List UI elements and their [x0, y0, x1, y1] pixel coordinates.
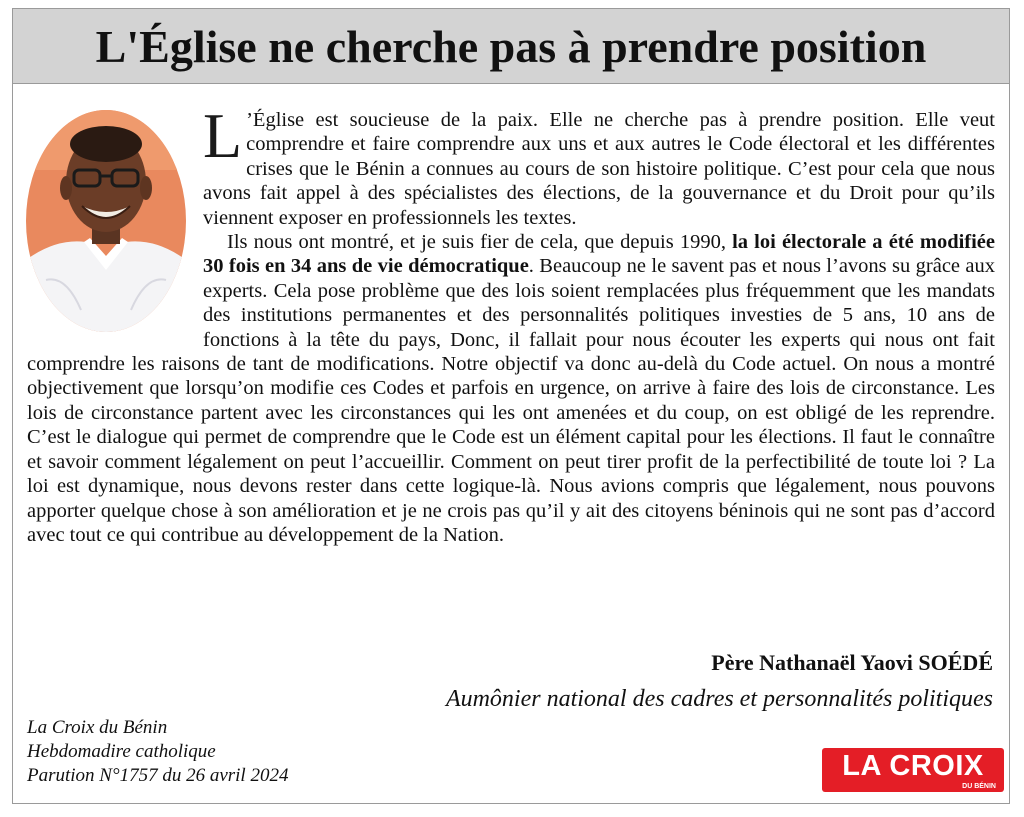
paragraph-1-text: ’Église est soucieuse de la paix. Elle ne cherche pas à prendre position. Elle veut comprendre et faire comprendre aux uns et aux autres le Code électoral et les différentes crises que le Bénin a connues au cours de son histoire politique. C’est pour cela que nous avons fait appel à des spécialistes des élections, de la gouvernance et du Droit pour qu’ils viennent exposer en professionnels les textes.: [203, 109, 995, 229]
title-bar: [12, 8, 1010, 84]
source-info: [27, 716, 288, 788]
paragraph-2-rest: . Beaucoup ne le savent pas et nous l’avons su grâce aux experts. Cela pose problème que des lois soient remplacées plus fréquemment que les mandats des institutions permanentes et des personnalités politiques investies de 5 ans, 10 ans de fonctions à la tête du pays, Donc, il fallait pour nous écouter les experts qui nous ont fait comprendre les raisons de tant de modifications. Notre objectif va donc au-delà du Code actuel. On nous a montré objectivement que lorsqu’on modifie ces Codes et parfois en urgence, on arrive à faire des lois de circonstance. Les lois de circonstance partent avec les circonstances qui les ont amenées et du coup, on est obligé de les reprendre. C’est le dialogue qui permet de comprendre que le Code est un élément capital pour les élections. Il faut le connaître et savoir comment légalement on peut l’accueillir. Comment on peut tirer profit de la perfectibilité de toute loi ? La loi est dynamique, nous devons rester dans cette logique-là. Nous avions compris que légalement, nous pouvons apporter quelque chose à son amélioration et je ne crois pas qu’il y ait des citoyens béninois qui ne sont pas d’accord avec tout ce qui contribue au développement de la Nation.: [27, 255, 995, 546]
author-role: Aumônier national des cadres et personnalités politiques: [445, 686, 993, 712]
logo-main-text: LA CROIX: [842, 750, 984, 782]
paragraph-2-start: Ils nous ont montré, et je suis fier de cela, que depuis 1990,: [227, 231, 733, 254]
logo-sub-text: DU BÉNIN: [962, 783, 996, 790]
portrait-space: [27, 108, 203, 330]
paragraph-2-highlight: la loi électorale a été modifiée 30 fois en 34 ans de vie démocratique: [203, 231, 996, 278]
article-title: L'Église ne cherche pas à prendre position: [95, 21, 927, 72]
source-publication: La Croix du Bénin: [27, 717, 168, 738]
drop-cap: L: [203, 100, 243, 171]
source-issue: Parution N°1757 du 26 avril 2024: [27, 765, 289, 786]
author-name: Père Nathanaël Yaovi SOÉDÉ: [711, 650, 993, 675]
source-type: Hebdomadire catholique: [27, 741, 216, 762]
la-croix-logo: [822, 748, 1004, 792]
article-body: [27, 100, 996, 547]
